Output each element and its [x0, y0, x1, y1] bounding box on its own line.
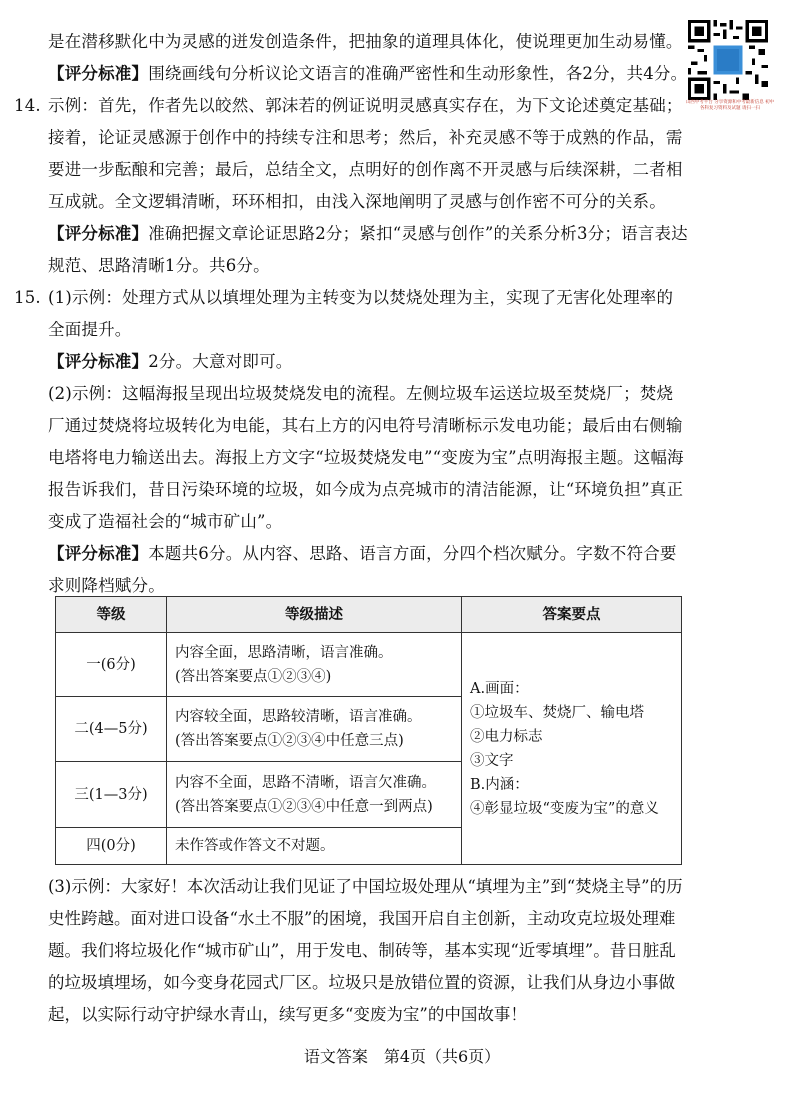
- table-row: [56, 633, 682, 697]
- desc-cell: [167, 697, 462, 762]
- intro-line: 是在潜移默化中为灵感的迸发创造条件，把抽象的道理具体化，使说理更加生动易懂。: [48, 32, 683, 51]
- desc-cell: [167, 762, 462, 828]
- question-15: [14, 282, 688, 602]
- criteria-text: 本题共6分。从内容、思路、语言方面，分四个档次赋分。字数不符合要求则降档赋分。: [48, 544, 677, 595]
- criteria-text: 准确把握文章论证思路2分；紧扣“灵感与创作”的关系分析3分；语言表达规范、思路清晰1分。共6分。: [48, 224, 688, 275]
- qr-code-icon[interactable]: [688, 20, 768, 100]
- key-point: A.画面：: [470, 680, 529, 697]
- question-14: [14, 90, 688, 282]
- key-point: ①垃圾车、焚烧厂、输电塔: [470, 704, 644, 721]
- q14-answer: [48, 90, 688, 218]
- q15-part3: [48, 871, 688, 1031]
- desc-line: 内容全面，思路清晰，语言准确。: [175, 644, 393, 661]
- level-cell: 三(1—3分): [56, 762, 167, 828]
- part-text: 这幅海报呈现出垃圾焚烧发电的流程。左侧垃圾车运送垃圾至焚烧厂；焚烧厂通过焚烧将垃圾转化为电能，其右上方的闪电符号清晰标示发电功能；最后由右侧输电塔将电力输送出去。海报上方文字“垃圾焚烧发电”“变废为宝”点明海报主题。这幅海报告诉我们，昔日污染环境的垃圾，如今成为点亮城市的清洁能源，让“环境负担”真正变成了造福社会的“城市矿山”。: [48, 384, 684, 531]
- criteria-text: 2分。大意对即可。: [148, 352, 293, 371]
- desc-line: (答出答案要点①②③④中任意三点): [175, 733, 404, 749]
- part3-text: [48, 871, 688, 1031]
- q15-part1: [48, 282, 688, 346]
- desc-line: 内容不全面，思路不清晰，语言欠准确。: [175, 774, 436, 791]
- intro-criteria: [48, 58, 688, 90]
- level-cell: 四(0分): [56, 828, 167, 865]
- desc-cell: [167, 828, 462, 865]
- q14-criteria: [48, 218, 688, 282]
- page-footer: 语文答案 第4页（共6页）: [303, 1047, 501, 1066]
- level-cell: 二(4—5分): [56, 697, 167, 762]
- part-label: (3)示例：: [48, 877, 121, 896]
- example-label: 示例：: [48, 96, 99, 115]
- criteria-label: 【评分标准】: [48, 352, 149, 371]
- main-text: [14, 26, 688, 602]
- desc-line: 未作答或作答文不对题。: [175, 838, 335, 854]
- part-label: (1)示例：: [48, 288, 123, 307]
- example-text: 首先，作者先以皎然、郭沫若的例证说明灵感真实存在，为下文论述奠定基础；接着，论证灵感源于创作中的持续专注和思考；然后，补充灵感不等于成熟的作品，需要进一步酝酿和完善；最后，总结全文，点明好的创作离不开灵感与后续深耕，二者相互成就。全文逻辑清晰，环环相扣，由浅入深地阐明了灵感与创作密不可分的关系。: [48, 96, 683, 211]
- header-cell: 等级描述: [167, 597, 462, 633]
- desc-line: (答出答案要点①②③④中任意一到两点): [175, 798, 433, 815]
- key-point: ④彰显垃圾“变废为宝”的意义: [470, 800, 659, 817]
- question-number: 14.: [14, 96, 41, 115]
- part-text: 处理方式从以填埋处理为主转变为以焚烧处理为主，实现了无害化处理率的全面提升。: [48, 288, 674, 339]
- criteria-text: 围绕画线句分析议论文语言的准确严密性和生动形象性，各2分，共4分。: [148, 64, 688, 83]
- criteria-label: 【评分标准】: [48, 224, 149, 243]
- qr-caption: 山西中考平台 分享资源和中考最新信息 初中各科复习资料及试题 请扫一扫: [685, 100, 775, 111]
- criteria-label: 【评分标准】: [48, 544, 149, 563]
- table-header-row: [56, 597, 682, 633]
- key-points-cell: [462, 633, 682, 865]
- q15-part2-criteria: [48, 538, 688, 602]
- q15-part1-criteria: [48, 346, 688, 378]
- desc-line: 内容较全面，思路较清晰，语言准确。: [175, 709, 422, 725]
- criteria-label: 【评分标准】: [48, 64, 149, 83]
- part-text: 大家好！本次活动让我们见证了中国垃圾处理从“填埋为主”到“焚烧主导”的历史性跨越。面对进口设备“水土不服”的困境，我国开启自主创新，主动攻克垃圾处理难题。我们将垃圾化作“城市矿山”，用于发电、制砖等，基本实现“近零填埋”。昔日脏乱的垃圾填埋场，如今变身花园式厂区。垃圾只是放错位置的资源，让我们从身边小事做起，以实际行动守护绿水青山，续写更多“变废为宝”的中国故事！: [48, 877, 683, 1024]
- question-number: 15.: [14, 288, 41, 307]
- key-point: ②电力标志: [470, 728, 543, 745]
- grading-table: [55, 596, 682, 865]
- key-point: B.内涵：: [470, 776, 529, 793]
- desc-line: (答出答案要点①②③④): [175, 668, 332, 685]
- header-cell: 等级: [56, 597, 167, 633]
- key-point: ③文字: [470, 752, 514, 769]
- header-cell: 答案要点: [462, 597, 682, 633]
- level-cell: 一(6分): [56, 633, 167, 697]
- desc-cell: [167, 633, 462, 697]
- q15-part2: [48, 378, 688, 538]
- part-label: (2)示例：: [48, 384, 123, 403]
